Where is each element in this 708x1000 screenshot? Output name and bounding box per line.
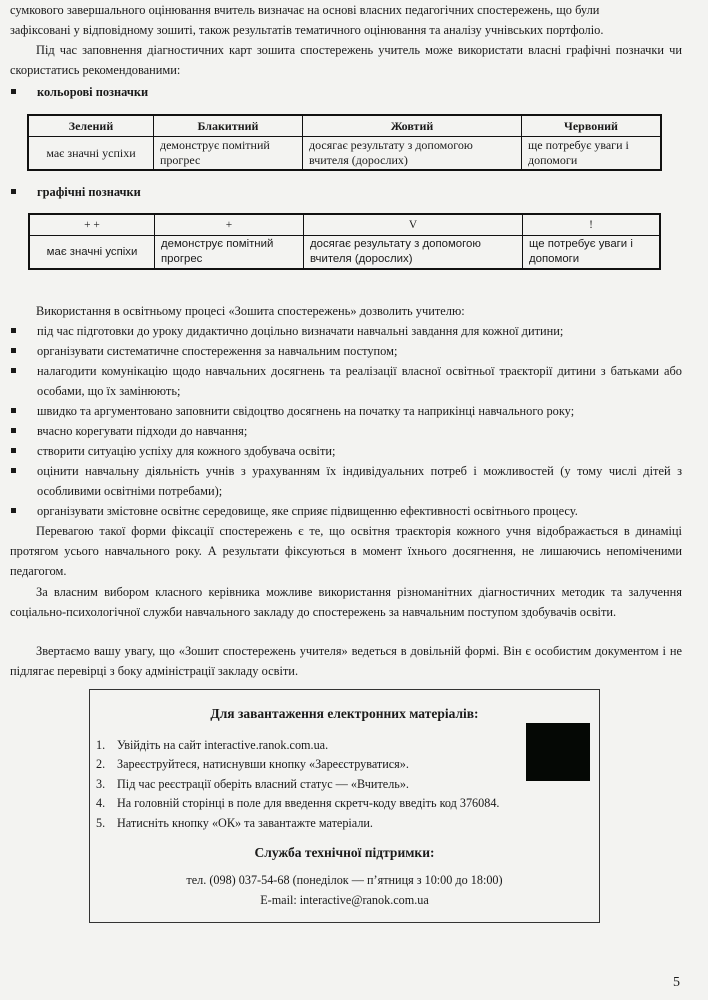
list-item: створити ситуацію успіху для кожного здобувача освіти; bbox=[10, 441, 682, 461]
choice-paragraph: За власним вибором класного керівника можливе використання різноманітних діагностичних методик та залучення соціально-психологічної служби навчального закладу до спостережень за навчальним поступом здобувачів освіти. bbox=[10, 585, 682, 619]
download-steps-list bbox=[96, 736, 499, 833]
table-cell: ще потребує уваги і допомоги bbox=[523, 236, 661, 270]
list-item: 5. Натисніть кнопку «ОК» та завантажте матеріали. bbox=[96, 815, 373, 830]
bullet-square-icon bbox=[11, 89, 16, 94]
bullet-square-icon bbox=[11, 468, 16, 473]
list-item: налагодити комунікацію щодо навчальних досягнень та реалізації власної освітньої траєкторії дитини з батьками або особами, що їх замінюють; bbox=[10, 361, 682, 401]
table-header-cell: ! bbox=[523, 214, 661, 236]
page-number: 5 bbox=[673, 975, 680, 990]
table-header-cell: + bbox=[155, 214, 304, 236]
table-header-cell: Червоний bbox=[522, 115, 662, 137]
intro-line-1: сумкового завершального оцінювання вчитель визначає на основі власних педагогічних спостережень, що були bbox=[10, 3, 600, 17]
advantage-paragraph: Перевагою такої форми фіксації спостережень є те, що освітня траєкторія кожного учня відображається в динаміці протягом усього навчального року. А результати фіксуються в момент їхнього досягнення, не лишаючись непоміченими педагогом. bbox=[10, 524, 682, 578]
table-header-cell: Жовтий bbox=[303, 115, 522, 137]
list-item: організувати змістовне освітнє середовище, яке сприяє підвищенню ефективності освітнього процесу. bbox=[10, 501, 682, 521]
support-title: Служба технічної підтримки: bbox=[254, 845, 435, 860]
table-row bbox=[28, 137, 661, 171]
download-info-box bbox=[89, 689, 600, 923]
support-phone: тел. (098) 037-54-68 (понеділок — п’ятниця з 10:00 до 18:00) bbox=[186, 873, 503, 887]
qr-code-icon bbox=[526, 723, 590, 781]
bullet-square-icon bbox=[11, 189, 16, 194]
support-email: E-mail: interactive@ranok.com.ua bbox=[260, 893, 429, 907]
bullet-square-icon bbox=[11, 508, 16, 513]
bullet-square-icon bbox=[11, 408, 16, 413]
bullet-square-icon bbox=[11, 328, 16, 333]
list-item: швидко та аргументовано заповнити свідоцтво досягнень на початку та наприкінці навчального року; bbox=[10, 401, 682, 421]
list-item: під час підготовки до уроку дидактично доцільно визначати навчальні завдання для кожної дитини; bbox=[10, 321, 682, 341]
download-box-title: Для завантаження електронних матеріалів: bbox=[210, 706, 479, 721]
graphic-marks-heading: графічні позначки bbox=[10, 182, 682, 202]
color-marks-heading: кольорові позначки bbox=[10, 82, 682, 102]
list-item: вчасно корегувати підходи до навчання; bbox=[10, 421, 682, 441]
marks-paragraph: Під час заповнення діагностичних карт зошита спостережень учитель може використати власні графічні позначки чи скористатись рекомендованими: bbox=[10, 43, 682, 77]
list-item: 1. Увійдіть на сайт interactive.ranok.com.ua. bbox=[96, 738, 329, 752]
list-item: організувати систематичне спостереження за навчальним поступом; bbox=[10, 341, 682, 361]
bullet-square-icon bbox=[11, 368, 16, 373]
table-header-cell: Зелений bbox=[28, 115, 154, 137]
table-header-cell: + + bbox=[29, 214, 155, 236]
table-cell: досягає результату з допомогою вчителя (дорослих) bbox=[303, 137, 522, 171]
bullet-square-icon bbox=[11, 428, 16, 433]
bullet-square-icon bbox=[11, 448, 16, 453]
color-marks-table bbox=[27, 114, 662, 171]
table-cell: демонструє помітний прогрес bbox=[154, 137, 303, 171]
table-header-cell: V bbox=[304, 214, 523, 236]
graphic-marks-table bbox=[28, 213, 661, 270]
table-cell: ще потребує уваги і допомоги bbox=[522, 137, 662, 171]
attention-paragraph: Звертаємо вашу увагу, що «Зошит спостережень учителя» ведеться в довільній формі. Він є особистим документом і не підлягає перевірці з боку адміністрації закладу освіти. bbox=[10, 644, 682, 678]
table-cell: демонструє помітний прогрес bbox=[155, 236, 304, 270]
table-row bbox=[29, 236, 660, 270]
table-cell: досягає результату з допомогою вчителя (дорослих) bbox=[304, 236, 523, 270]
table-header-row bbox=[28, 115, 661, 137]
list-item: 3. Під час реєстрації оберіть власний статус — «Вчитель». bbox=[96, 776, 409, 791]
list-item: 2. Зареєструйтеся, натиснувши кнопку «Зареєструватися». bbox=[96, 757, 409, 772]
bullet-square-icon bbox=[11, 348, 16, 353]
usage-intro: Використання в освітньому процесі «Зошита спостережень» дозволить учителю: bbox=[36, 304, 465, 318]
table-header-row bbox=[29, 214, 660, 236]
list-item: 4. На головній сторінці в поле для введення скретч-коду введіть код 376084. bbox=[96, 796, 500, 811]
list-item: оцінити навчальну діяльність учнів з урахуванням їх індивідуальних потреб і можливостей (у тому числі дітей з особливими освітніми потребами); bbox=[10, 461, 682, 501]
table-cell: має значні успіхи bbox=[29, 236, 155, 270]
intro-line-2: зафіксовані у відповідному зошиті, також результатів тематичного оцінювання та аналізу учнівських портфоліо. bbox=[10, 23, 604, 37]
table-cell: має значні успіхи bbox=[28, 137, 154, 171]
table-header-cell: Блакитний bbox=[154, 115, 303, 137]
